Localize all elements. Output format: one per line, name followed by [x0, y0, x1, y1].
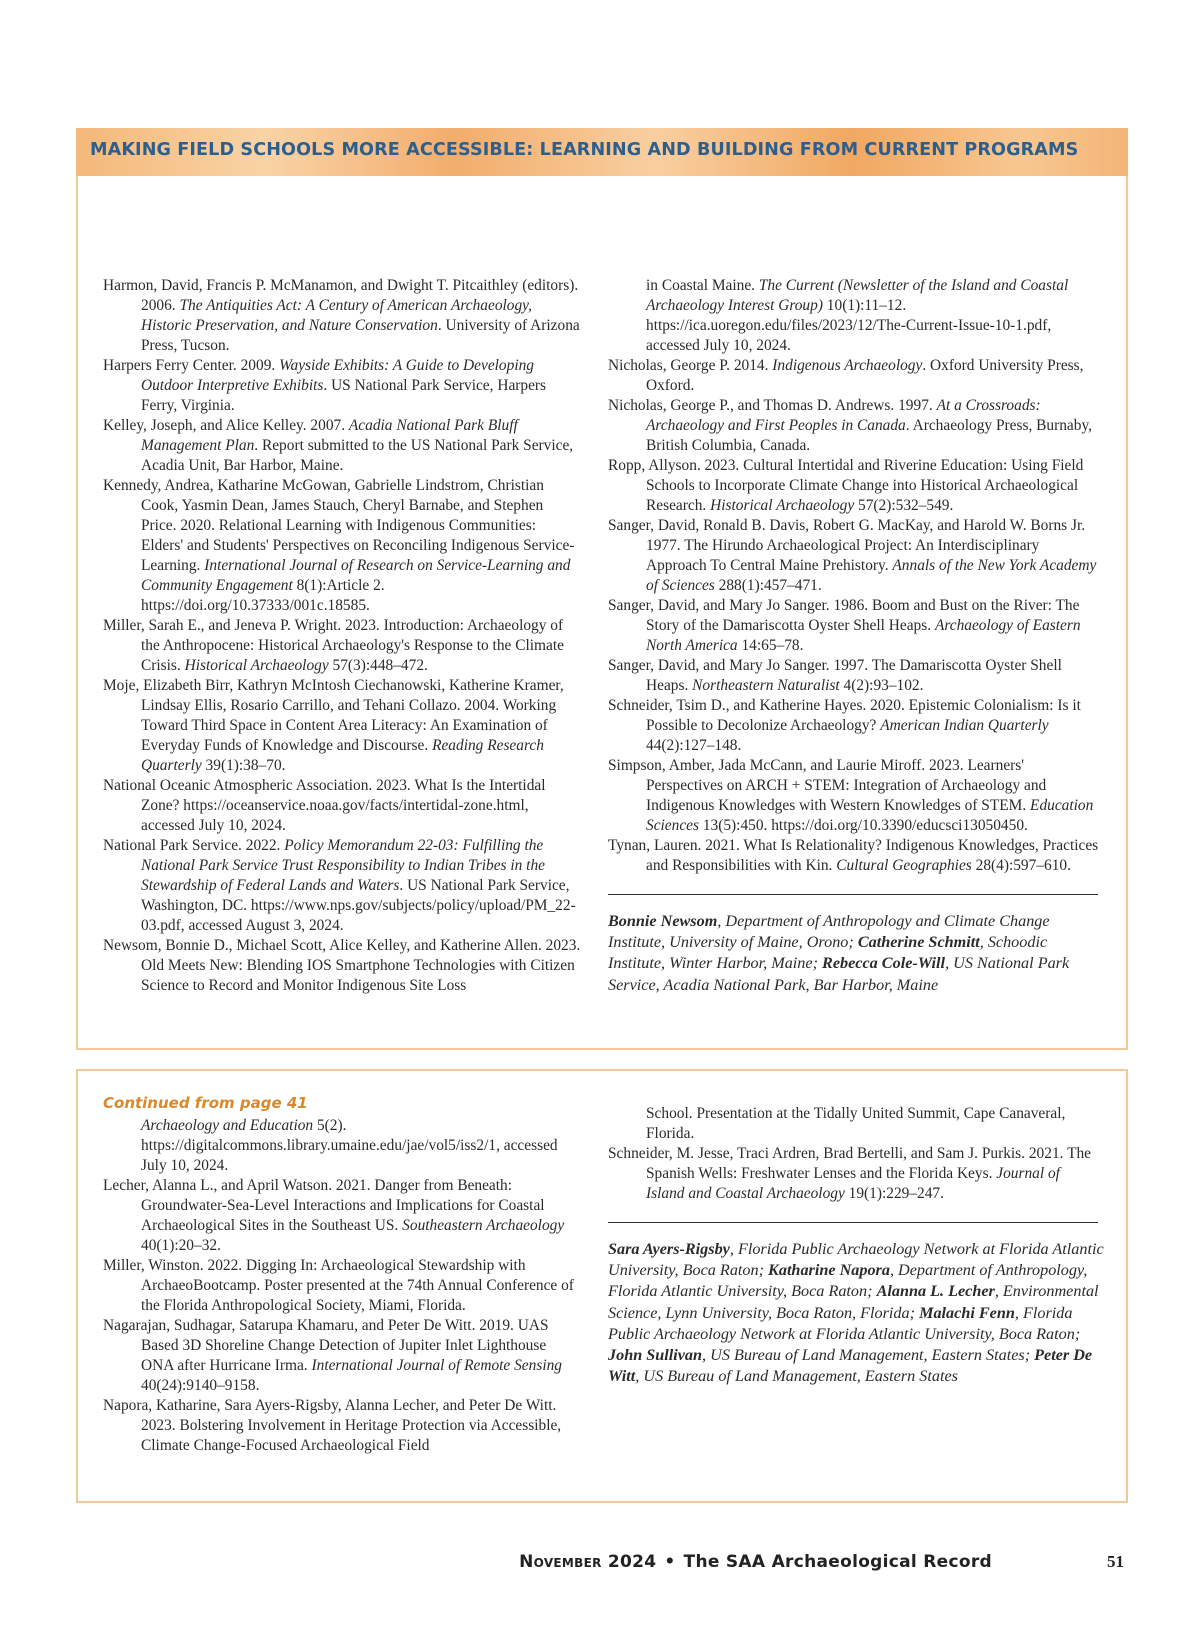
reference-work-title: Northeastern Naturalist: [692, 677, 840, 694]
reference-entry: [103, 836, 581, 936]
reference-text: Harpers Ferry Center. 2009.: [103, 357, 280, 374]
author-affiliation: , Florida Public Archaeology Network at Florida Atlantic University, Boca Raton;: [608, 1303, 1081, 1343]
reference-text: 8(1):Article 2. https://doi.org/10.37333/001c.18585.: [141, 577, 385, 614]
reference-text: Schneider, M. Jesse, Traci Ardren, Brad Bertelli, and Sam J. Purkis. 2021. The Spanish Wells: Freshwater Lenses and the Florida Keys.: [608, 1145, 1091, 1182]
reference-entry: [608, 1144, 1100, 1204]
reference-text: 19(1):229–247.: [844, 1185, 944, 1202]
reference-entry: [608, 456, 1100, 516]
reference-work-title: Annals of the New York Academy of Sciences: [646, 557, 1097, 594]
reference-work-title: The Current (Newsletter of the Island and Coastal Archaeology Interest Group): [646, 277, 1069, 314]
reference-work-title: Historical Archaeology: [184, 657, 329, 674]
reference-text: . US National Park Service, Washington, DC. https://www.nps.gov/subjects/policy/upload/PM_22-03.pdf, accessed August 3, 2024.: [141, 877, 576, 934]
reference-text: . Report submitted to the US National Park Service, Acadia Unit, Bar Harbor, Maine.: [141, 437, 574, 474]
reference-work-title: Wayside Exhibits: A Guide to Developing Outdoor Interpretive Exhibits: [141, 357, 534, 394]
continued-from-label[interactable]: Continued from page 41: [103, 1094, 308, 1112]
reference-list: [608, 276, 1100, 356]
footer-issue: [519, 1552, 992, 1572]
reference-text: National Oceanic Atmospheric Association. 2023. What Is the Intertidal Zone? https://oceanservice.noaa.gov/facts/intertidal-zone.html, accessed July 10, 2024.: [103, 777, 546, 834]
reference-text: 4(2):93–102.: [839, 677, 924, 694]
author-affiliations: [608, 911, 1108, 996]
reference-list: [103, 1176, 581, 1456]
reference-entry: [608, 356, 1100, 396]
reference-text: School. Presentation at the Tidally United Summit, Cape Canaveral, Florida.: [646, 1105, 1066, 1142]
reference-entry: [103, 1316, 581, 1396]
reference-continuation: [608, 1104, 1100, 1144]
author-affiliation: , US National Park Service, Acadia National Park, Bar Harbor, Maine: [608, 954, 1070, 994]
reference-text: National Park Service. 2022.: [103, 837, 285, 854]
reference-text: 39(1):38–70.: [201, 757, 286, 774]
reference-entry: [608, 756, 1100, 836]
reference-list: [608, 356, 1100, 876]
reference-work-title: Journal of Island and Coastal Archaeology: [646, 1165, 1060, 1202]
reference-work-title: American Indian Quarterly: [880, 717, 1049, 734]
reference-work-title: Indigenous Archaeology: [772, 357, 923, 374]
reference-text: Moje, Elizabeth Birr, Kathryn McIntosh Ciechanowski, Katherine Kramer, Lindsay Ellis, Rosario Carrillo, and Tehani Collazo. 2004. Working Toward Third Space in Content Area Literacy: An Examination of Everyday Funds of Knowledge and Discourse.: [103, 677, 564, 754]
author-affiliation: , Department of Anthropology and Climate Change Institute, University of Maine, Orono;: [608, 912, 1050, 952]
reference-text: 40(1):20–32.: [141, 1237, 221, 1254]
reference-entry: [103, 1256, 581, 1316]
reference-text: Newsom, Bonnie D., Michael Scott, Alice Kelley, and Katherine Allen. 2023. Old Meets New: Blending IOS Smartphone Technologies with Citizen Science to Record and Monitor Indigenous Site Loss: [103, 937, 581, 994]
footer-separator: •: [664, 1552, 676, 1572]
reference-text: Tynan, Lauren. 2021. What Is Relationality? Indigenous Knowledges, Practices and Responsibilities with Kin.: [608, 837, 1099, 874]
reference-entry: [103, 1396, 581, 1456]
author-affiliation: , Schoodic Institute, Winter Harbor, Maine;: [608, 933, 1048, 973]
reference-entry: [103, 776, 581, 836]
box2-left-column: [103, 1116, 581, 1456]
reference-list: [608, 1104, 1100, 1144]
reference-work-title: International Journal of Research on Service-Learning and Community Engagement: [141, 557, 571, 594]
reference-entry: [608, 516, 1100, 596]
reference-text: Sanger, David, Ronald B. Davis, Robert G. MacKay, and Harold W. Borns Jr. 1977. The Hirundo Archaeological Project: An Interdisciplinary Approach To Central Maine Prehistory.: [608, 517, 1086, 574]
reference-text: Miller, Winston. 2022. Digging In: Archaeological Stewardship with ArchaeoBootcamp. Poster presented at the 74th Annual Conference of the Florida Anthropological Society, Miami, Florida.: [103, 1257, 574, 1314]
author-affiliations: [608, 1239, 1108, 1387]
box1-right-column: [608, 276, 1100, 996]
reference-text: 14:65–78.: [737, 637, 804, 654]
reference-entry: [608, 596, 1100, 656]
author-name: Bonnie Newsom: [608, 912, 718, 930]
author-name: Alanna L. Lecher: [876, 1282, 995, 1301]
reference-work-title: Southeastern Archaeology: [402, 1217, 565, 1234]
reference-text: 5(2). https://digitalcommons.library.umaine.edu/jae/vol5/iss2/1, accessed July 10, 2024.: [141, 1117, 558, 1174]
reference-work-title: Policy Memorandum 22-03: Fulfilling the National Park Service Trust Responsibility to Indian Tribes in the Stewardship of Federal Lands and Waters: [141, 837, 545, 894]
reference-text: Nicholas, George P. 2014.: [608, 357, 773, 374]
reference-continuation: [608, 276, 1100, 356]
reference-text: Nagarajan, Sudhagar, Satarupa Khamaru, and Peter De Witt. 2019. UAS Based 3D Shoreline Change Detection of Jupiter Inlet Lighthouse ONA after Hurricane Irma.: [103, 1317, 549, 1374]
author-name: Katharine Napora: [768, 1261, 890, 1280]
section-title: MAKING FIELD SCHOOLS MORE ACCESSIBLE: LEARNING AND BUILDING FROM CURRENT PROGRAMS: [90, 140, 1079, 160]
author-name: Malachi Fenn: [919, 1303, 1015, 1322]
reference-text: . US National Park Service, Harpers Ferry, Virginia.: [141, 377, 547, 414]
author-affiliation: , Department of Anthropology, Florida Atlantic University, Boca Raton;: [608, 1261, 1088, 1301]
reference-work-title: Education Sciences: [646, 797, 1094, 834]
reference-entry: [103, 476, 581, 616]
reference-list: [103, 1116, 581, 1176]
author-name: Catherine Schmitt: [857, 933, 980, 952]
reference-entry: [103, 356, 581, 416]
reference-work-title: Reading Research Quarterly: [141, 737, 544, 774]
reference-work-title: Historical Archaeology: [710, 497, 855, 514]
reference-entry: [103, 416, 581, 476]
author-name: Peter De Witt: [608, 1346, 1093, 1386]
box1-left-column: [103, 276, 581, 996]
reference-text: . Archaeology Press, Burnaby, British Columbia, Canada.: [646, 417, 1092, 454]
page-footer: [0, 1552, 1200, 1582]
reference-text: Schneider, Tsim D., and Katherine Hayes. 2020. Epistemic Colonialism: Is it Possible to Decolonize Archaeology?: [608, 697, 1081, 734]
author-affiliation: , Florida Public Archaeology Network at Florida Atlantic University, Boca Raton;: [608, 1240, 1104, 1280]
reference-work-title: The Antiquities Act: A Century of American Archaeology, Historic Preservation, and Nature Conservation: [141, 297, 533, 334]
reference-list: [103, 276, 581, 996]
reference-continuation: [103, 1116, 581, 1176]
reference-entry: [103, 676, 581, 776]
reference-text: Harmon, David, Francis P. McManamon, and Dwight T. Pitcaithley (editors). 2006.: [103, 277, 579, 314]
reference-text: in Coastal Maine.: [646, 277, 759, 294]
reference-list: [608, 1144, 1100, 1204]
reference-text: Sanger, David, and Mary Jo Sanger. 1986. Boom and Bust on the River: The Story of the Damariscotta Oyster Shell Heaps.: [608, 597, 1080, 634]
footer-month: November 2024: [519, 1552, 657, 1572]
footer-publication: The SAA Archaeological Record: [683, 1552, 992, 1572]
author-affiliation: , US Bureau of Land Management, Eastern States;: [702, 1346, 1035, 1365]
author-name: Sara Ayers-Rigsby: [608, 1240, 730, 1258]
page-number: 51: [1107, 1552, 1124, 1571]
reference-work-title: Cultural Geographies: [836, 857, 972, 874]
reference-text: 40(24):9140–9158.: [141, 1377, 260, 1394]
reference-entry: [103, 936, 581, 996]
reference-text: 288(1):457–471.: [714, 577, 822, 594]
reference-text: Napora, Katharine, Sara Ayers-Rigsby, Alanna Lecher, and Peter De Witt. 2023. Bolstering Involvement in Heritage Protection via Accessible, Climate Change-Focused Archaeological Field: [103, 1397, 562, 1454]
reference-text: 44(2):127–148.: [646, 737, 742, 754]
reference-text: 13(5):450. https://doi.org/10.3390/educsci13050450.: [698, 817, 1028, 834]
reference-text: 28(4):597–610.: [971, 857, 1071, 874]
reference-entry: [608, 696, 1100, 756]
reference-entry: [103, 276, 581, 356]
author-affiliation: , US Bureau of Land Management, Eastern States: [635, 1367, 958, 1386]
reference-entry: [608, 836, 1100, 876]
reference-entry: [608, 656, 1100, 696]
reference-text: Kennedy, Andrea, Katharine McGowan, Gabrielle Lindstrom, Christian Cook, Yasmin Dean, James Stauch, Cheryl Barnabe, and Stephen Price. 2020. Relational Learning with Indigenous Communities: Elders' and Students' Perspectives on Reconciling Indigenous Service-Learning.: [103, 477, 575, 574]
author-name: Rebecca Cole-Will: [822, 954, 946, 973]
reference-text: Nicholas, George P., and Thomas D. Andrews. 1997.: [608, 397, 937, 414]
reference-work-title: At a Crossroads: Archaeology and First Peoples in Canada: [646, 397, 1041, 434]
reference-text: . Oxford University Press, Oxford.: [646, 357, 1084, 394]
divider: [608, 894, 1098, 895]
reference-text: 57(2):532–549.: [854, 497, 954, 514]
author-affiliation: , Environmental Science, Lynn University, Boca Raton, Florida;: [608, 1282, 1099, 1322]
reference-entry: [103, 1176, 581, 1256]
reference-text: Simpson, Amber, Jada McCann, and Laurie Miroff. 2023. Learners' Perspectives on ARCH + STEM: Integration of Archaeology and Indigenous Knowledges with Western Knowledges of STEM.: [608, 757, 1047, 814]
reference-text: Lecher, Alanna L., and April Watson. 2021. Danger from Beneath: Groundwater-Sea-Level Interactions and Implications for Coastal Archaeological Sites in the Southeast US.: [103, 1177, 545, 1234]
reference-work-title: Archaeology of Eastern North America: [646, 617, 1081, 654]
reference-text: Ropp, Allyson. 2023. Cultural Intertidal and Riverine Education: Using Field Schools to Incorporate Climate Change into Historical Archaeological Research.: [608, 457, 1084, 514]
reference-entry: [103, 616, 581, 676]
reference-entry: [608, 396, 1100, 456]
author-name: John Sullivan: [608, 1346, 703, 1365]
reference-work-title: Archaeology and Education: [141, 1117, 314, 1134]
reference-text: Miller, Sarah E., and Jeneva P. Wright. 2023. Introduction: Archaeology of the Anthropocene: Historical Archaeology's Response to the Climate Crisis.: [103, 617, 564, 674]
reference-text: Kelley, Joseph, and Alice Kelley. 2007.: [103, 417, 349, 434]
divider: [608, 1222, 1098, 1223]
reference-text: Sanger, David, and Mary Jo Sanger. 1997. The Damariscotta Oyster Shell Heaps.: [608, 657, 1062, 694]
reference-text: 10(1):11–12. https://ica.uoregon.edu/files/2023/12/The-Current-Issue-10-1.pdf, accessed July 10, 2024.: [646, 297, 1052, 354]
box2-right-column: [608, 1104, 1104, 1387]
reference-work-title: International Journal of Remote Sensing: [311, 1357, 562, 1374]
reference-text: 57(3):448–472.: [328, 657, 428, 674]
section-banner: [76, 128, 1128, 176]
reference-text: . University of Arizona Press, Tucson.: [141, 317, 580, 354]
reference-work-title: Acadia National Park Bluff Management Plan: [141, 417, 518, 454]
